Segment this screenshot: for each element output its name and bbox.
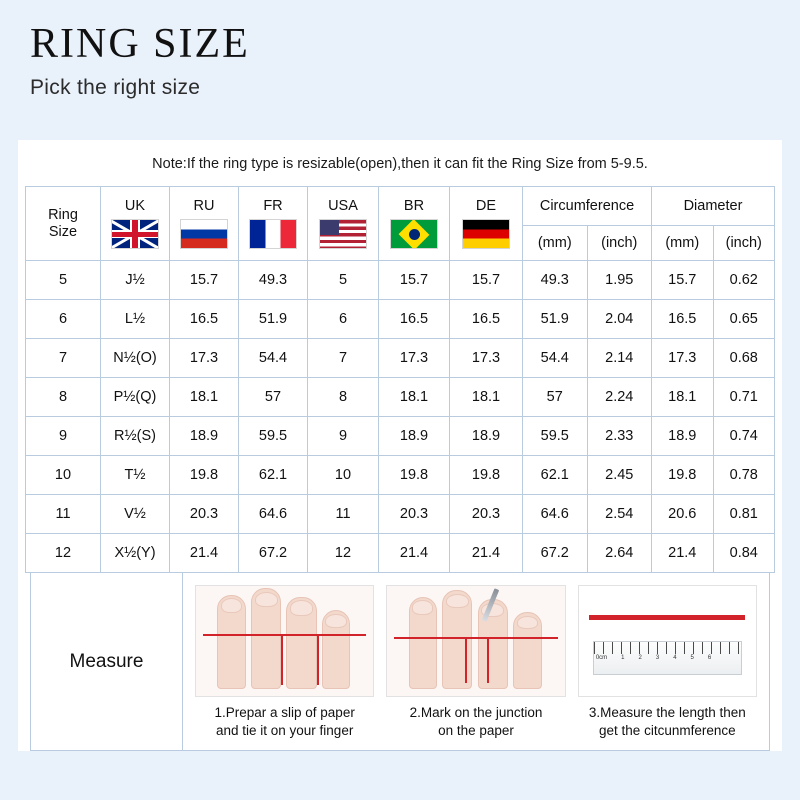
cell-circ-inch: 2.04 [587, 300, 652, 339]
cell-circ-mm: 67.2 [523, 534, 588, 573]
cell-usa: 8 [308, 378, 379, 417]
cell-diam-mm: 18.9 [652, 417, 714, 456]
cell-diam-inch: 0.65 [713, 300, 775, 339]
cell-diam-mm: 21.4 [652, 534, 714, 573]
cell-circ-inch: 2.33 [587, 417, 652, 456]
cell-usa: 11 [308, 495, 379, 534]
chart-sheet [18, 140, 782, 751]
cell-ru: 21.4 [170, 534, 239, 573]
table-row [26, 339, 775, 378]
flag-uk-icon [111, 219, 159, 249]
cell-ru: 18.1 [170, 378, 239, 417]
resizable-note: Note:If the ring type is resizable(open),then it can fit the Ring Size from 5-9.5. [152, 156, 648, 172]
measure-step-1 [189, 585, 380, 740]
cell-circ-inch: 2.54 [587, 495, 652, 534]
cell-fr: 51.9 [239, 300, 308, 339]
cell-br: 16.5 [379, 300, 450, 339]
cell-de: 18.9 [450, 417, 523, 456]
measure-label: Measure [31, 573, 183, 750]
page-header [0, 0, 800, 100]
cell-usa: 6 [308, 300, 379, 339]
cell-ru: 17.3 [170, 339, 239, 378]
cell-usa: 7 [308, 339, 379, 378]
cell-br: 15.7 [379, 261, 450, 300]
table-row [26, 534, 775, 573]
cell-br: 18.9 [379, 417, 450, 456]
cell-ring-size: 12 [26, 534, 101, 573]
cell-de: 21.4 [450, 534, 523, 573]
cell-circ-mm: 51.9 [523, 300, 588, 339]
table-row [26, 300, 775, 339]
cell-diam-inch: 0.62 [713, 261, 775, 300]
flag-usa-icon [319, 219, 367, 249]
cell-de: 16.5 [450, 300, 523, 339]
flag-russia-icon [180, 219, 228, 249]
cell-de: 18.1 [450, 378, 523, 417]
cell-circ-inch: 2.24 [587, 378, 652, 417]
cell-ru: 18.9 [170, 417, 239, 456]
cell-diam-mm: 19.8 [652, 456, 714, 495]
cell-circ-mm: 59.5 [523, 417, 588, 456]
cell-diam-inch: 0.81 [713, 495, 775, 534]
cell-uk: J½ [101, 261, 170, 300]
table-row [26, 417, 775, 456]
flag-france-icon [249, 219, 297, 249]
cell-ring-size: 11 [26, 495, 101, 534]
cell-fr: 62.1 [239, 456, 308, 495]
cell-diam-inch: 0.84 [713, 534, 775, 573]
cell-usa: 9 [308, 417, 379, 456]
header-diameter-inch: (inch) [713, 226, 775, 261]
cell-usa: 5 [308, 261, 379, 300]
cell-ru: 19.8 [170, 456, 239, 495]
hand-with-paper-strip-image [195, 585, 374, 697]
cell-circ-inch: 2.64 [587, 534, 652, 573]
header-uk: UK [101, 187, 170, 261]
measure-section [30, 573, 770, 751]
table-row [26, 495, 775, 534]
cell-fr: 67.2 [239, 534, 308, 573]
cell-usa: 12 [308, 534, 379, 573]
measure-step-2-caption: 2.Mark on the junction on the paper [409, 705, 543, 739]
table-head [26, 187, 775, 261]
table-body [26, 261, 775, 573]
cell-de: 15.7 [450, 261, 523, 300]
page-subtitle: Pick the right size [30, 76, 201, 100]
cell-de: 20.3 [450, 495, 523, 534]
cell-circ-mm: 49.3 [523, 261, 588, 300]
cell-ring-size: 10 [26, 456, 101, 495]
cell-fr: 64.6 [239, 495, 308, 534]
table-row [26, 378, 775, 417]
cell-fr: 59.5 [239, 417, 308, 456]
ring-size-table [25, 186, 775, 573]
cell-ru: 15.7 [170, 261, 239, 300]
cell-uk: P½(Q) [101, 378, 170, 417]
cell-diam-mm: 15.7 [652, 261, 714, 300]
cell-ring-size: 9 [26, 417, 101, 456]
cell-uk: X½(Y) [101, 534, 170, 573]
header-diameter: Diameter [652, 187, 775, 226]
cell-diam-mm: 18.1 [652, 378, 714, 417]
measure-step-1-caption: 1.Prepar a slip of paper and tie it on your finger [214, 705, 355, 739]
cell-fr: 57 [239, 378, 308, 417]
cell-diam-inch: 0.71 [713, 378, 775, 417]
cell-ring-size: 8 [26, 378, 101, 417]
table-row [26, 261, 775, 300]
page-title: RING SIZE [30, 21, 250, 67]
cell-fr: 54.4 [239, 339, 308, 378]
cell-diam-mm: 16.5 [652, 300, 714, 339]
header-de: DE [450, 187, 523, 261]
header-circumference: Circumference [523, 187, 652, 226]
cell-fr: 49.3 [239, 261, 308, 300]
flag-brazil-icon [390, 219, 438, 249]
cell-uk: L½ [101, 300, 170, 339]
cell-circ-mm: 54.4 [523, 339, 588, 378]
header-circumference-mm: (mm) [523, 226, 588, 261]
cell-de: 19.8 [450, 456, 523, 495]
cell-uk: N½(O) [101, 339, 170, 378]
cell-br: 21.4 [379, 534, 450, 573]
ruler-measuring-strip-image: 0cm 1 2 3 4 5 6 [578, 585, 757, 697]
header-ring-size: Ring Size [26, 187, 101, 261]
cell-uk: V½ [101, 495, 170, 534]
cell-diam-mm: 17.3 [652, 339, 714, 378]
header-fr: FR [239, 187, 308, 261]
measure-step-3 [572, 585, 763, 740]
cell-circ-inch: 2.14 [587, 339, 652, 378]
cell-usa: 10 [308, 456, 379, 495]
measure-step-3-caption: 3.Measure the length then get the citcunmference [588, 705, 746, 739]
cell-br: 19.8 [379, 456, 450, 495]
cell-diam-inch: 0.78 [713, 456, 775, 495]
cell-ru: 16.5 [170, 300, 239, 339]
header-diameter-mm: (mm) [652, 226, 714, 261]
cell-ring-size: 6 [26, 300, 101, 339]
cell-circ-mm: 57 [523, 378, 588, 417]
cell-ru: 20.3 [170, 495, 239, 534]
cell-circ-inch: 1.95 [587, 261, 652, 300]
cell-uk: R½(S) [101, 417, 170, 456]
cell-de: 17.3 [450, 339, 523, 378]
header-br: BR [379, 187, 450, 261]
cell-diam-inch: 0.68 [713, 339, 775, 378]
cell-uk: T½ [101, 456, 170, 495]
cell-ring-size: 7 [26, 339, 101, 378]
header-circumference-inch: (inch) [587, 226, 652, 261]
cell-circ-mm: 64.6 [523, 495, 588, 534]
measure-steps [183, 573, 769, 750]
cell-br: 17.3 [379, 339, 450, 378]
cell-br: 20.3 [379, 495, 450, 534]
measure-step-2 [380, 585, 571, 740]
cell-circ-mm: 62.1 [523, 456, 588, 495]
flag-germany-icon [462, 219, 510, 249]
cell-ring-size: 5 [26, 261, 101, 300]
cell-diam-mm: 20.6 [652, 495, 714, 534]
cell-br: 18.1 [379, 378, 450, 417]
header-usa: USA [308, 187, 379, 261]
header-ru: RU [170, 187, 239, 261]
table-header-row-main [26, 187, 775, 226]
hand-marking-pen-image [386, 585, 565, 697]
cell-circ-inch: 2.45 [587, 456, 652, 495]
table-row [26, 456, 775, 495]
cell-diam-inch: 0.74 [713, 417, 775, 456]
